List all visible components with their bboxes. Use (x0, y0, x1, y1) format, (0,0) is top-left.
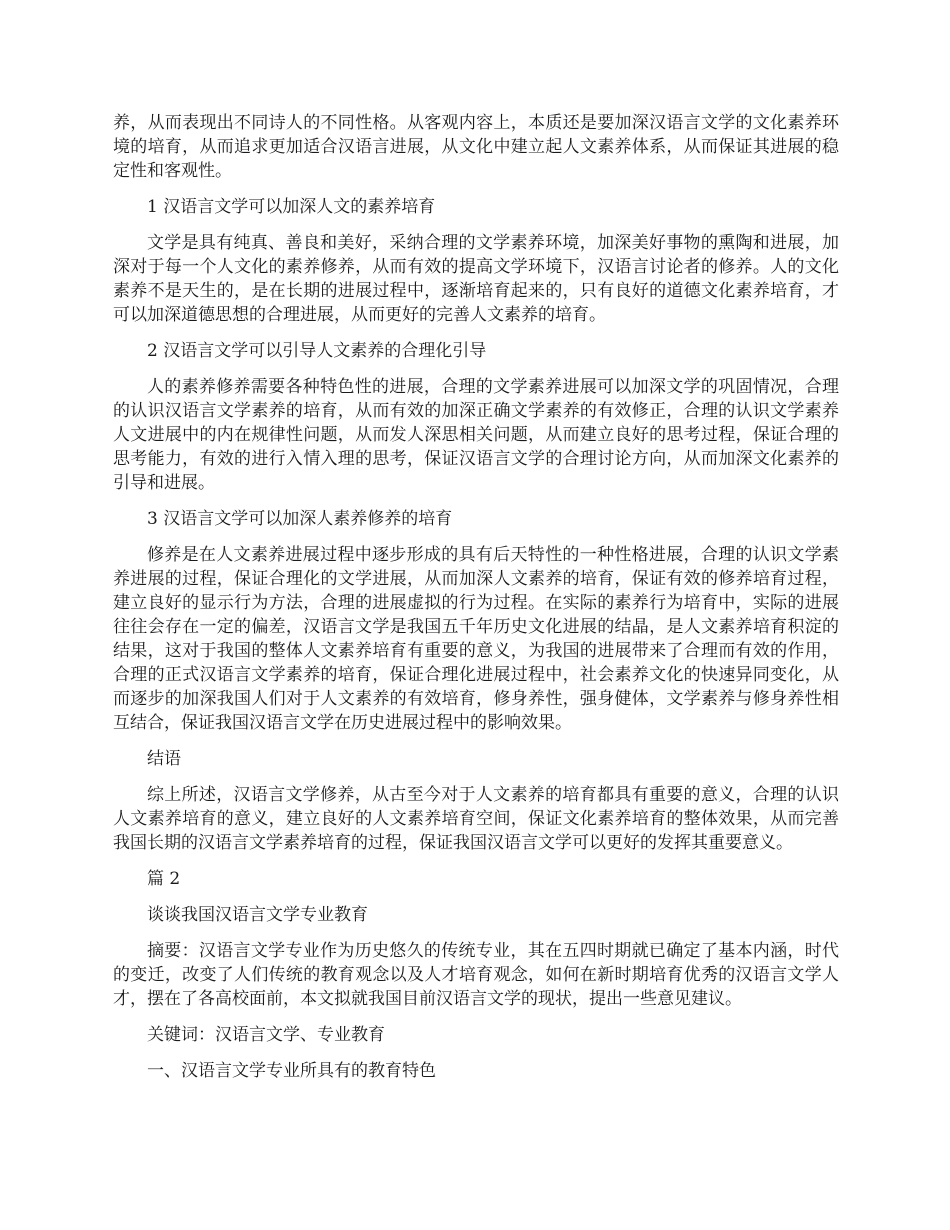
body-paragraph: 修养是在人文素养进展过程中逐步形成的具有后天特性的一种性格进展，合理的认识文学素养进展的过程，保证合理化的文学进展，从而加深人文素养的培育，保证有效的修养培育过程，建立良好的显示行为方法，合理的进展虚拟的行为过程。在实际的素养行为培育中，实际的进展往往会存在一定的偏差，汉语言文学是我国五千年历史文化进展的结晶，是人文素养培育积淀的结果，这对于我国的整体人文素养培育有重要的意义，为我国的进展带来了合理而有效的作用，合理的正式汉语言文学素养的培育，保证合理化进展过程中，社会素养文化的快速异同变化，从而逐步的加深我国人们对于人文素养的有效培育，修身养性，强身健体，文学素养与修身养性相互结合，保证我国汉语言文学在历史进展过程中的影响效果。 (113, 545, 839, 733)
article-title: 谈谈我国汉语言文学专业教育 (147, 905, 368, 925)
abstract-paragraph: 摘要：汉语言文学专业作为历史悠久的传统专业，其在五四时期就已确定了基本内涵，时代的变迁，改变了人们传统的教育观念以及人才培育观念，如何在新时期培育优秀的汉语言文学人才，摆在了各高校面前，本文拟就我国目前汉语言文学的现状，提出一些意见建议。 (113, 941, 839, 1009)
body-paragraph: 人的素养修养需要各种特色性的进展，合理的文学素养进展可以加深文学的巩固情况，合理的认识汉语言文学素养的培育，从而有效的加深正确文学素养的有效修正，合理的认识文学素养人文进展中的内在规律性问题，从而发人深思相关问题，从而建立良好的思考过程，保证合理的思考能力，有效的进行入情入理的思考，保证汉语言文学的合理讨论方向，从而加深文化素养的引导和进展。 (113, 377, 839, 493)
section-heading-2: 2 汉语言文学可以引导人文素养的合理化引导 (147, 341, 487, 361)
body-paragraph: 文学是具有纯真、善良和美好，采纳合理的文学素养环境，加深美好事物的熏陶和进展，加深对于每一个人文化的素养修养，从而有效的提高文学环境下，汉语言讨论者的修养。人的文化素养不是天生的，是在长期的进展过程中，逐渐培育起来的，只有良好的道德文化素养培育，才可以加深道德思想的合理进展，从而更好的完善人文素养的培育。 (113, 233, 839, 325)
document-page (113, 111, 839, 1095)
conclusion-heading: 结语 (147, 749, 181, 769)
section-heading-1: 1 汉语言文学可以加深人文的素养培育 (147, 197, 436, 217)
section-heading-3: 3 汉语言文学可以加深人素养修养的培育 (147, 509, 453, 529)
keywords-line: 关键词：汉语言文学、专业教育 (147, 1025, 385, 1045)
part-heading: 篇 2 (147, 869, 181, 889)
continuation-paragraph: 养，从而表现出不同诗人的不同性格。从客观内容上，本质还是要加深汉语言文学的文化素养环境的培育，从而追求更加适合汉语言进展，从文化中建立起人文素养体系，从而保证其进展的稳定性和客观性。 (113, 113, 839, 181)
body-paragraph: 综上所述，汉语言文学修养，从古至今对于人文素养的培育都具有重要的意义，合理的认识人文素养培育的意义，建立良好的人文素养培育空间，保证文化素养培育的整体效果，从而完善我国长期的汉语言文学素养培育的过程，保证我国汉语言文学可以更好的发挥其重要意义。 (113, 785, 839, 853)
section-heading-one: 一、汉语言文学专业所具有的教育特色 (147, 1061, 436, 1081)
